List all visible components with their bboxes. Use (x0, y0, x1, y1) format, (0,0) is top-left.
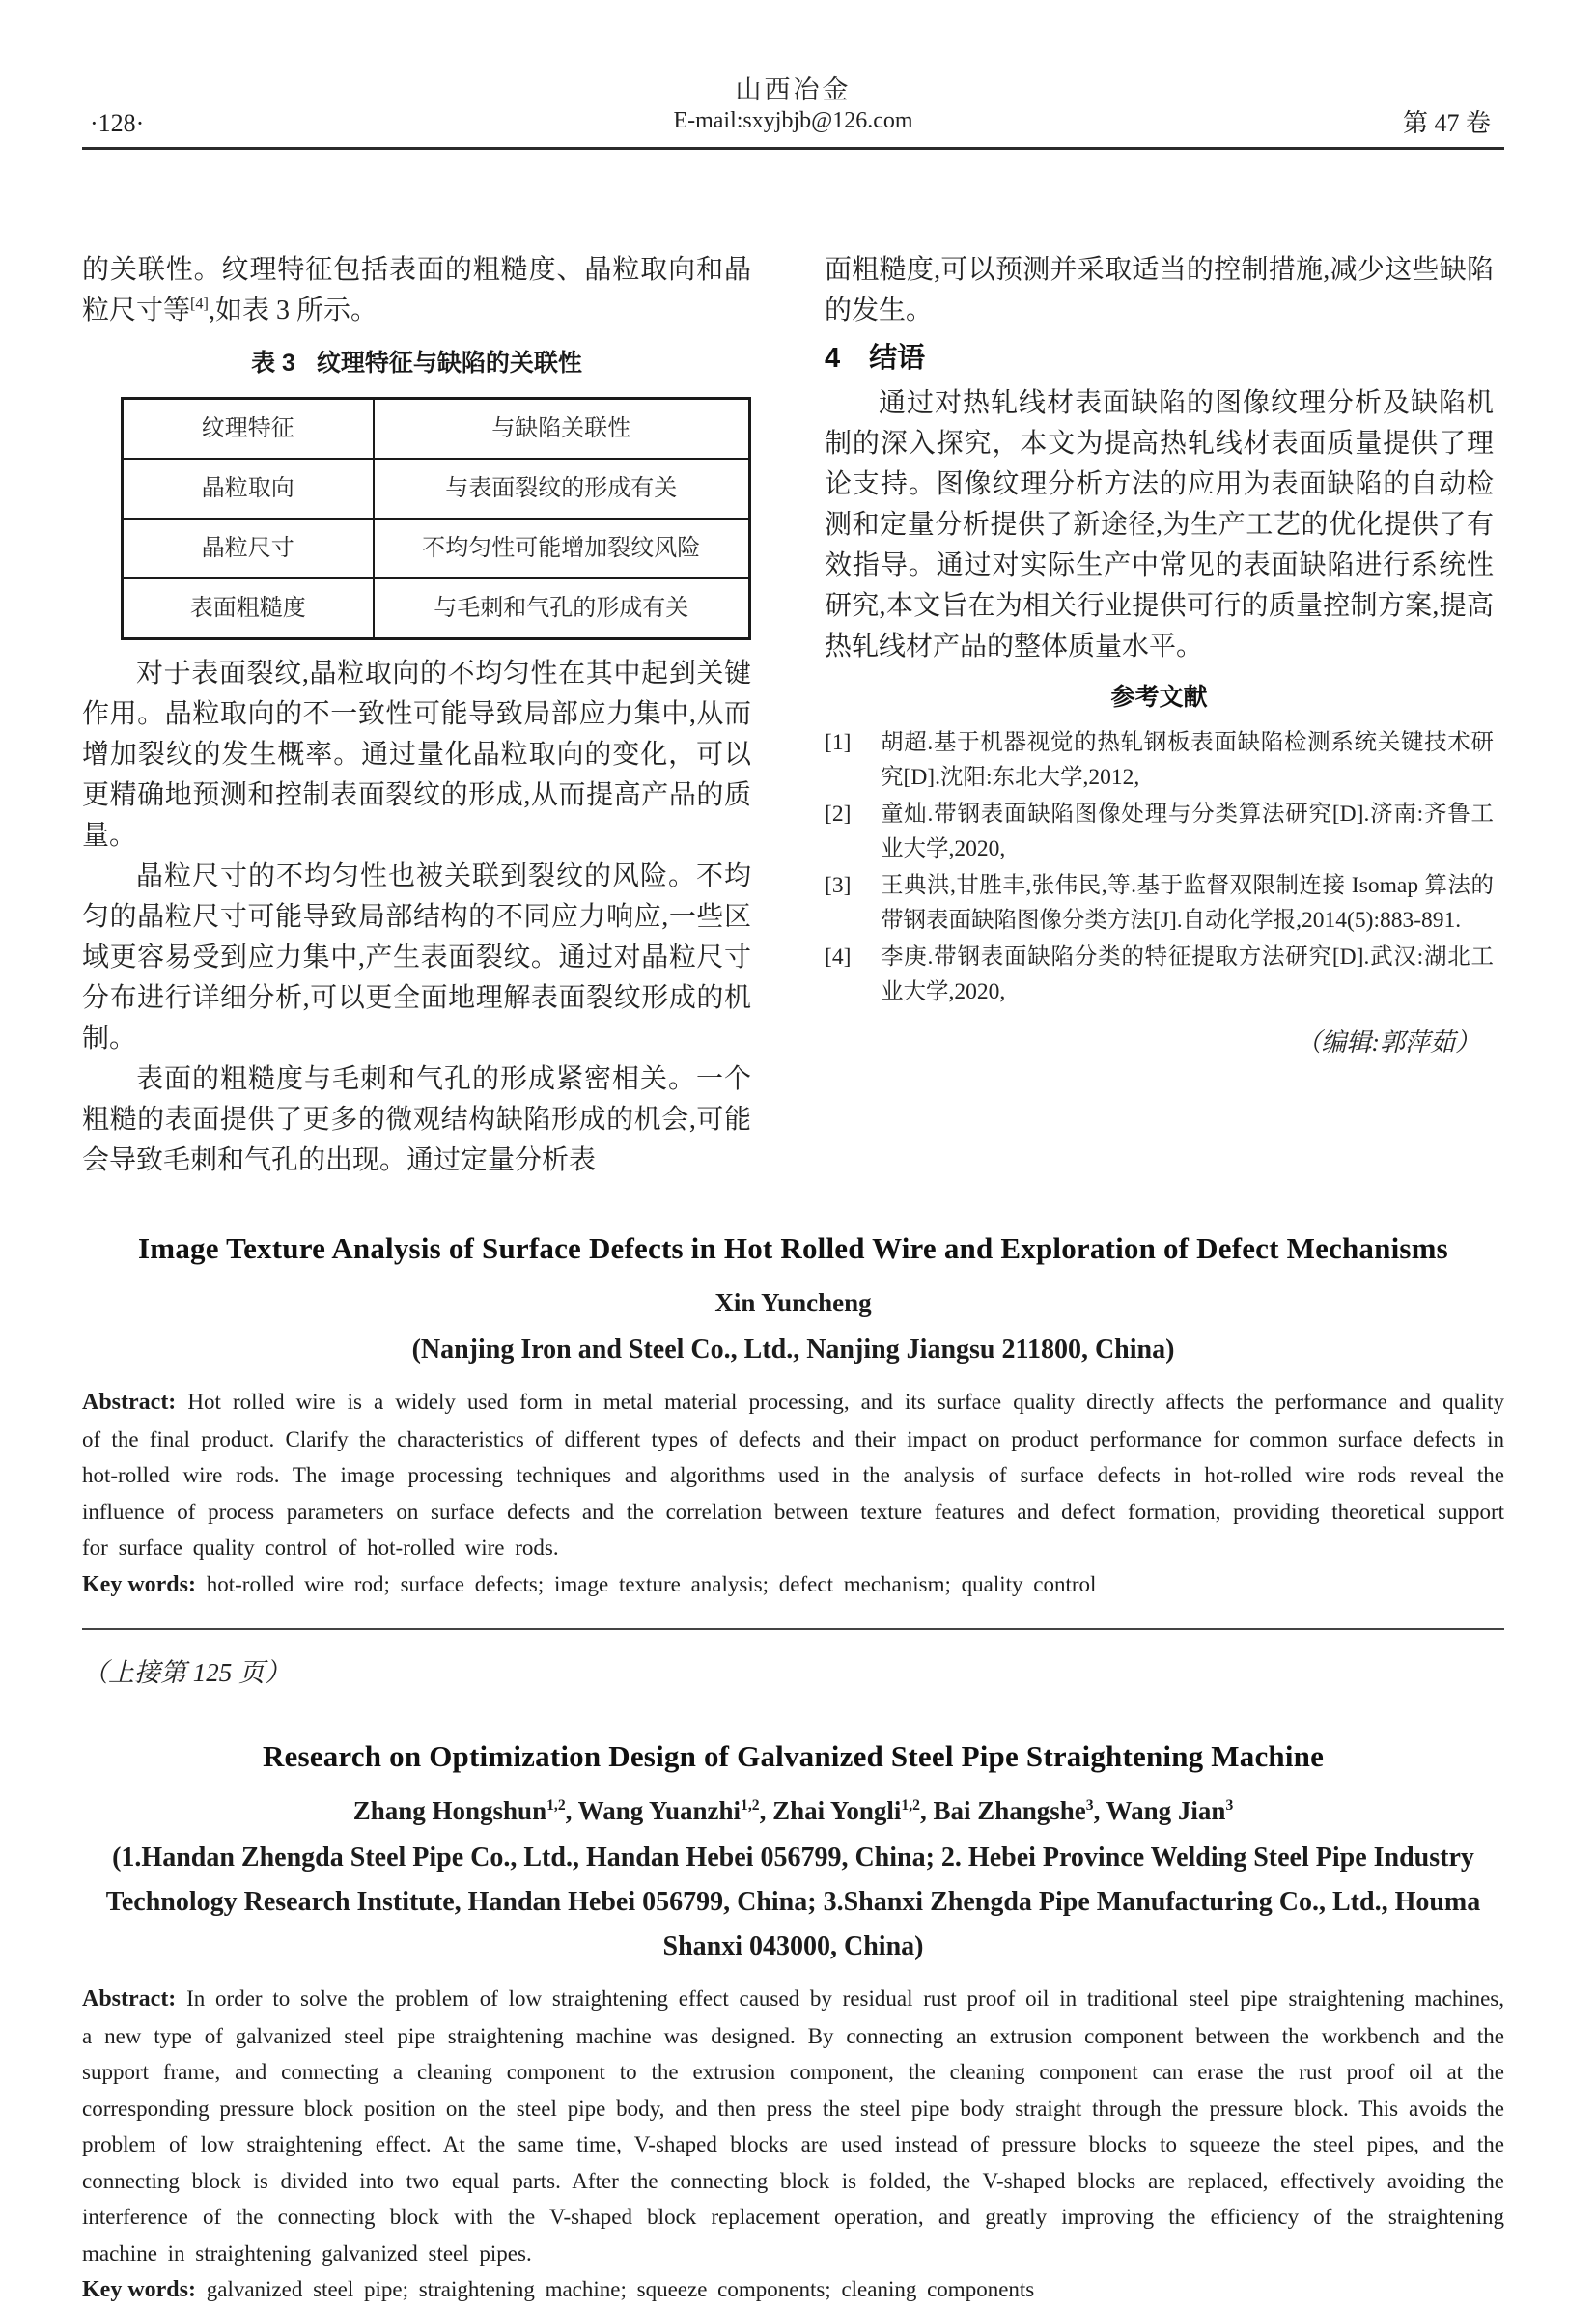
table-row (123, 459, 750, 519)
keywords-label: Key words: (82, 1571, 196, 1597)
article-author-en: Xin Yuncheng (714, 1288, 872, 1317)
article-affiliation-en: (1.Handan Zhengda Steel Pipe Co., Ltd., Handan Hebei 056799, China; 2. Hebei Province Welding Steel Pipe Industry Technology Research Institute, Handan Hebei 056799, China; 3.Shanxi Zhengda Pipe Manufacturing Co., Ltd., Houma Shanxi 043000, China) (105, 1843, 1481, 1961)
citation-superscript: [4] (190, 295, 209, 313)
abstract-text: In order to solve the problem of low straightening effect caused by residual rust proof oil in traditional steel pipe straightening machines, a new type of galvanized steel pipe straightening machine was designed. By connecting an extrusion component between the workbench and the support frame, and connecting a cleaning component to the extrusion component, the cleaning component can erase the rust proof oil at the corresponding pressure block position on the steel pipe body, and then press the steel pipe body straight through the pressure block. This avoids the problem of low straightening effect. At the same time, V-shaped blocks are used instead of pressure blocks to squeeze the steel pipes, and the connecting block is divided into two equal parts. After the connecting block is folded, the V-shaped blocks are replaced, effectively avoiding the interference of the connecting block with the V-shaped block replacement operation, and greatly improving the efficiency of the straightening machine in straightening galvanized steel pipes. (82, 1986, 1504, 2266)
header-rule (82, 147, 1504, 150)
references-heading: 参考文献 (1110, 684, 1208, 711)
reference-item (825, 725, 1494, 795)
reference-text: 童灿.带钢表面缺陷图像处理与分类算法研究[D].济南:齐鲁工业大学,2020, (881, 802, 1494, 861)
continuation-paragraph (82, 250, 751, 331)
volume-label: 第 47 卷 (1402, 109, 1491, 137)
body-paragraph: 晶粒尺寸的不均匀性也被关联到裂纹的风险。不均匀的晶粒尺寸可能导致局部结构的不同应力响应,一些区域更容易受到应力集中,产生表面裂纹。通过对晶粒尺寸分布进行详细分析,可以更全面地理解表面裂纹形成的机制。 (82, 861, 751, 1054)
continuation-paragraph: 面粗糙度,可以预测并采取适当的控制措施,减少这些缺陷的发生。 (825, 255, 1494, 325)
table-cell: 与表面裂纹的形成有关 (374, 459, 750, 519)
left-column (82, 250, 751, 1181)
reference-number: [2] (825, 802, 852, 827)
author-affiliation-superscript: 1,2 (901, 1797, 920, 1814)
reference-item (825, 868, 1494, 938)
paragraph-text: ,如表 3 所示。 (208, 296, 378, 325)
table-row (123, 519, 750, 578)
reference-item (825, 797, 1494, 866)
table-cell: 晶粒尺寸 (123, 519, 374, 578)
table-header-row (123, 399, 750, 460)
reference-number: [4] (825, 944, 852, 970)
header-row (82, 106, 1504, 138)
continued-from-note: （上接第 125 页） (82, 1658, 291, 1687)
author-name: , Wang Yuanzhi (565, 1796, 742, 1825)
english-abstract-section-2 (82, 1730, 1504, 2309)
table-header-cell: 与缺陷关联性 (374, 399, 750, 460)
author-affiliation-superscript: 3 (1225, 1797, 1234, 1814)
article-title-en: Image Texture Analysis of Surface Defects in Hot Rolled Wire and Exploration of Defect Mechanisms (138, 1231, 1448, 1265)
reference-text: 王典洪,甘胜丰,张伟民,等.基于监督双限制连接 Isomap 算法的带钢表面缺陷图像分类方法[J].自动化学报,2014(5):883-891. (881, 873, 1494, 933)
section-number: 4 (825, 343, 841, 374)
table-cell: 不均匀性可能增加裂纹风险 (374, 519, 750, 578)
author-affiliation-superscript: 1,2 (546, 1797, 566, 1814)
keywords-text: galvanized steel pipe; straightening machine; squeeze components; cleaning components (206, 2277, 1035, 2301)
page-number: ·128· (90, 109, 145, 137)
paragraph-text: 的关联性。纹理特征包括表面的粗糙度、晶粒取向和晶粒尺寸等 (82, 255, 751, 325)
section-title: 结语 (869, 343, 926, 374)
body-paragraph: 表面的粗糙度与毛刺和气孔的形成紧密相关。一个粗糙的表面提供了更多的微观结构缺陷形成的机会,可能会导致毛刺和气孔的出现。通过定量分析表 (82, 1064, 751, 1175)
abstract-label: Abstract: (82, 1986, 177, 2012)
english-abstract-section-1 (82, 1222, 1504, 1603)
reference-item (825, 940, 1494, 1009)
author-name: Zhang Hongshun (352, 1796, 547, 1825)
keywords-line (82, 2271, 1504, 2309)
journal-title: 山西冶金 (735, 75, 852, 104)
abstract-label: Abstract: (82, 1390, 177, 1415)
journal-email: E-mail:sxyjbjb@126.com (673, 108, 913, 133)
editor-note: （编辑:郭萍茹） (1296, 1028, 1480, 1056)
chinese-article-body (82, 250, 1504, 1181)
article-title-en: Research on Optimization Design of Galvanized Steel Pipe Straightening Machine (262, 1739, 1325, 1773)
author-affiliation-superscript: 3 (1085, 1797, 1094, 1814)
table-cell: 晶粒取向 (123, 459, 374, 519)
reference-text: 李庚.带钢表面缺陷分类的特征提取方法研究[D].武汉:湖北工业大学,2020, (881, 944, 1494, 1004)
section-heading (825, 335, 1494, 381)
table-caption-label: 表 3 (251, 350, 295, 377)
page-header (82, 75, 1504, 150)
table-cell: 表面粗糙度 (123, 578, 374, 639)
author-name: , Zhai Yongli (759, 1796, 902, 1825)
section-divider (82, 1628, 1504, 1630)
reference-text: 胡超.基于机器视觉的热轧钢板表面缺陷检测系统关键技术研究[D].沈阳:东北大学,2012, (881, 730, 1494, 790)
table-row (123, 578, 750, 639)
abstract-text: Hot rolled wire is a widely used form in metal material processing, and its surface quality directly affects the performance and quality of the final product. Clarify the characteristics of different types of defects and their impact on product performance for common surface defects in hot-rolled wire rods. The image processing techniques and algorithms used in the analysis of surface defects in hot-rolled wire rods reveal the influence of process parameters on surface defects and the correlation between texture features and defect formation, providing theoretical support for surface quality control of hot-rolled wire rods. (82, 1390, 1504, 1560)
keywords-line (82, 1566, 1504, 1604)
keywords-text: hot-rolled wire rod; surface defects; image texture analysis; defect mechanism; quality control (206, 1571, 1097, 1596)
abstract-paragraph (82, 1384, 1504, 1566)
keywords-label: Key words: (82, 2277, 196, 2302)
conclusion-paragraph: 通过对热轧线材表面缺陷的图像纹理分析及缺陷机制的深入探究，本文为提高热轧线材表面质量提供了理论支持。图像纹理分析方法的应用为表面缺陷的自动检测和定量分析提供了新途径,为生产工艺的优化提供了有效指导。通过对实际生产中常见的表面缺陷进行系统性研究,本文旨在为相关行业提供可行的质量控制方案,提高热轧线材产品的整体质量水平。 (825, 388, 1494, 662)
reference-number: [3] (825, 873, 852, 898)
author-affiliation-superscript: 1,2 (741, 1797, 760, 1814)
table-caption (82, 343, 751, 383)
table-cell: 与毛刺和气孔的形成有关 (374, 578, 750, 639)
abstract-paragraph (82, 1981, 1504, 2271)
article-authors-en (82, 1791, 1504, 1830)
texture-defect-table (121, 397, 751, 640)
article-affiliation-en: (Nanjing Iron and Steel Co., Ltd., Nanjing Jiangsu 211800, China) (411, 1335, 1175, 1365)
reference-number: [1] (825, 730, 852, 755)
table-caption-title: 纹理特征与缺陷的关联性 (316, 350, 582, 377)
author-name: , Wang Jian (1093, 1796, 1226, 1825)
body-paragraph: 对于表面裂纹,晶粒取向的不均匀性在其中起到关键作用。晶粒取向的不一致性可能导致局部应力集中,从而增加裂纹的发生概率。通过量化晶粒取向的变化，可以更精确地预测和控制表面裂纹的形成,从而提高产品的质量。 (82, 659, 751, 851)
table-header-cell: 纹理特征 (123, 399, 374, 460)
author-name: , Bai Zhangshe (919, 1796, 1086, 1825)
right-column (825, 250, 1494, 1181)
